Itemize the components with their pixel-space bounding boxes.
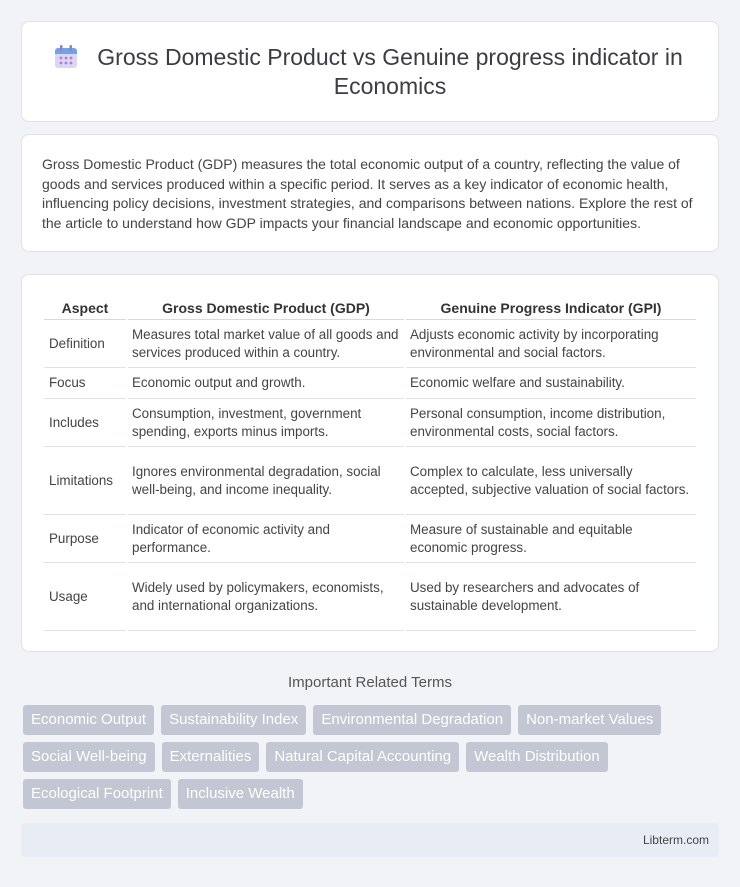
footer-site-link[interactable]: Libterm.com <box>642 833 709 847</box>
intro-paragraph: Gross Domestic Product (GDP) measures the total economic output of a country, reflecting the value of goods and services produced within a specific period. It serves as a key indicator of economic health, influencing policy decisions, investment strategies, and comparisons between nations. Explore the rest of the article to understand how GDP impacts your financial landscape and economic opportunities. <box>42 156 693 231</box>
row-gpi: Personal consumption, income distribution, environmental costs, social factors. <box>406 399 696 447</box>
row-gdp: Consumption, investment, government spending, exports minus imports. <box>128 399 404 447</box>
table-row <box>44 447 696 515</box>
row-aspect: Focus <box>44 368 126 399</box>
related-terms-title: Important Related Terms <box>288 674 452 691</box>
row-gpi: Complex to calculate, less universally accepted, subjective valuation of social factors. <box>406 447 696 515</box>
tag-non-market-values[interactable]: Non-market Values <box>518 705 661 735</box>
tag-wealth-distribution[interactable]: Wealth Distribution <box>466 742 608 772</box>
column-header-gdp: Gross Domestic Product (GDP) <box>128 295 404 320</box>
row-aspect: Limitations <box>44 447 126 515</box>
tag-natural-capital-accounting[interactable]: Natural Capital Accounting <box>266 742 459 772</box>
table-row <box>44 563 696 631</box>
row-aspect: Purpose <box>44 515 126 563</box>
row-gpi: Adjusts economic activity by incorporating environmental and social factors. <box>406 320 696 368</box>
table-row <box>44 320 696 368</box>
table-row <box>44 368 696 399</box>
tag-economic-output[interactable]: Economic Output <box>23 705 154 735</box>
related-terms-list <box>23 705 703 816</box>
header-inner <box>22 22 718 121</box>
calendar-icon <box>52 43 80 71</box>
row-gdp: Economic output and growth. <box>128 368 404 399</box>
table-header-row <box>44 295 696 320</box>
row-gpi: Economic welfare and sustainability. <box>406 368 696 399</box>
comparison-table <box>42 295 698 631</box>
row-gdp: Widely used by policymakers, economists, and international organizations. <box>128 563 404 631</box>
row-gpi: Used by researchers and advocates of sustainable development. <box>406 563 696 631</box>
row-aspect: Usage <box>44 563 126 631</box>
row-aspect: Includes <box>44 399 126 447</box>
tag-sustainability-index[interactable]: Sustainability Index <box>161 705 306 735</box>
tag-externalities[interactable]: Externalities <box>162 742 260 772</box>
row-gdp: Indicator of economic activity and performance. <box>128 515 404 563</box>
intro-card <box>21 134 719 252</box>
tag-inclusive-wealth[interactable]: Inclusive Wealth <box>178 779 303 809</box>
tag-ecological-footprint[interactable]: Ecological Footprint <box>23 779 171 809</box>
page-title: Gross Domestic Product vs Genuine progress indicator in Economics <box>97 43 683 99</box>
row-gdp: Measures total market value of all goods and services produced within a country. <box>128 320 404 368</box>
tag-social-well-being[interactable]: Social Well-being <box>23 742 155 772</box>
table-row <box>44 515 696 563</box>
column-header-aspect: Aspect <box>44 295 126 320</box>
row-gpi: Measure of sustainable and equitable economic progress. <box>406 515 696 563</box>
header-card <box>21 21 719 122</box>
footer <box>21 823 719 857</box>
tag-environmental-degradation[interactable]: Environmental Degradation <box>313 705 511 735</box>
column-header-gpi: Genuine Progress Indicator (GPI) <box>406 295 696 320</box>
comparison-card <box>21 274 719 652</box>
row-gdp: Ignores environmental degradation, social well-being, and income inequality. <box>128 447 404 515</box>
table-row <box>44 399 696 447</box>
row-aspect: Definition <box>44 320 126 368</box>
